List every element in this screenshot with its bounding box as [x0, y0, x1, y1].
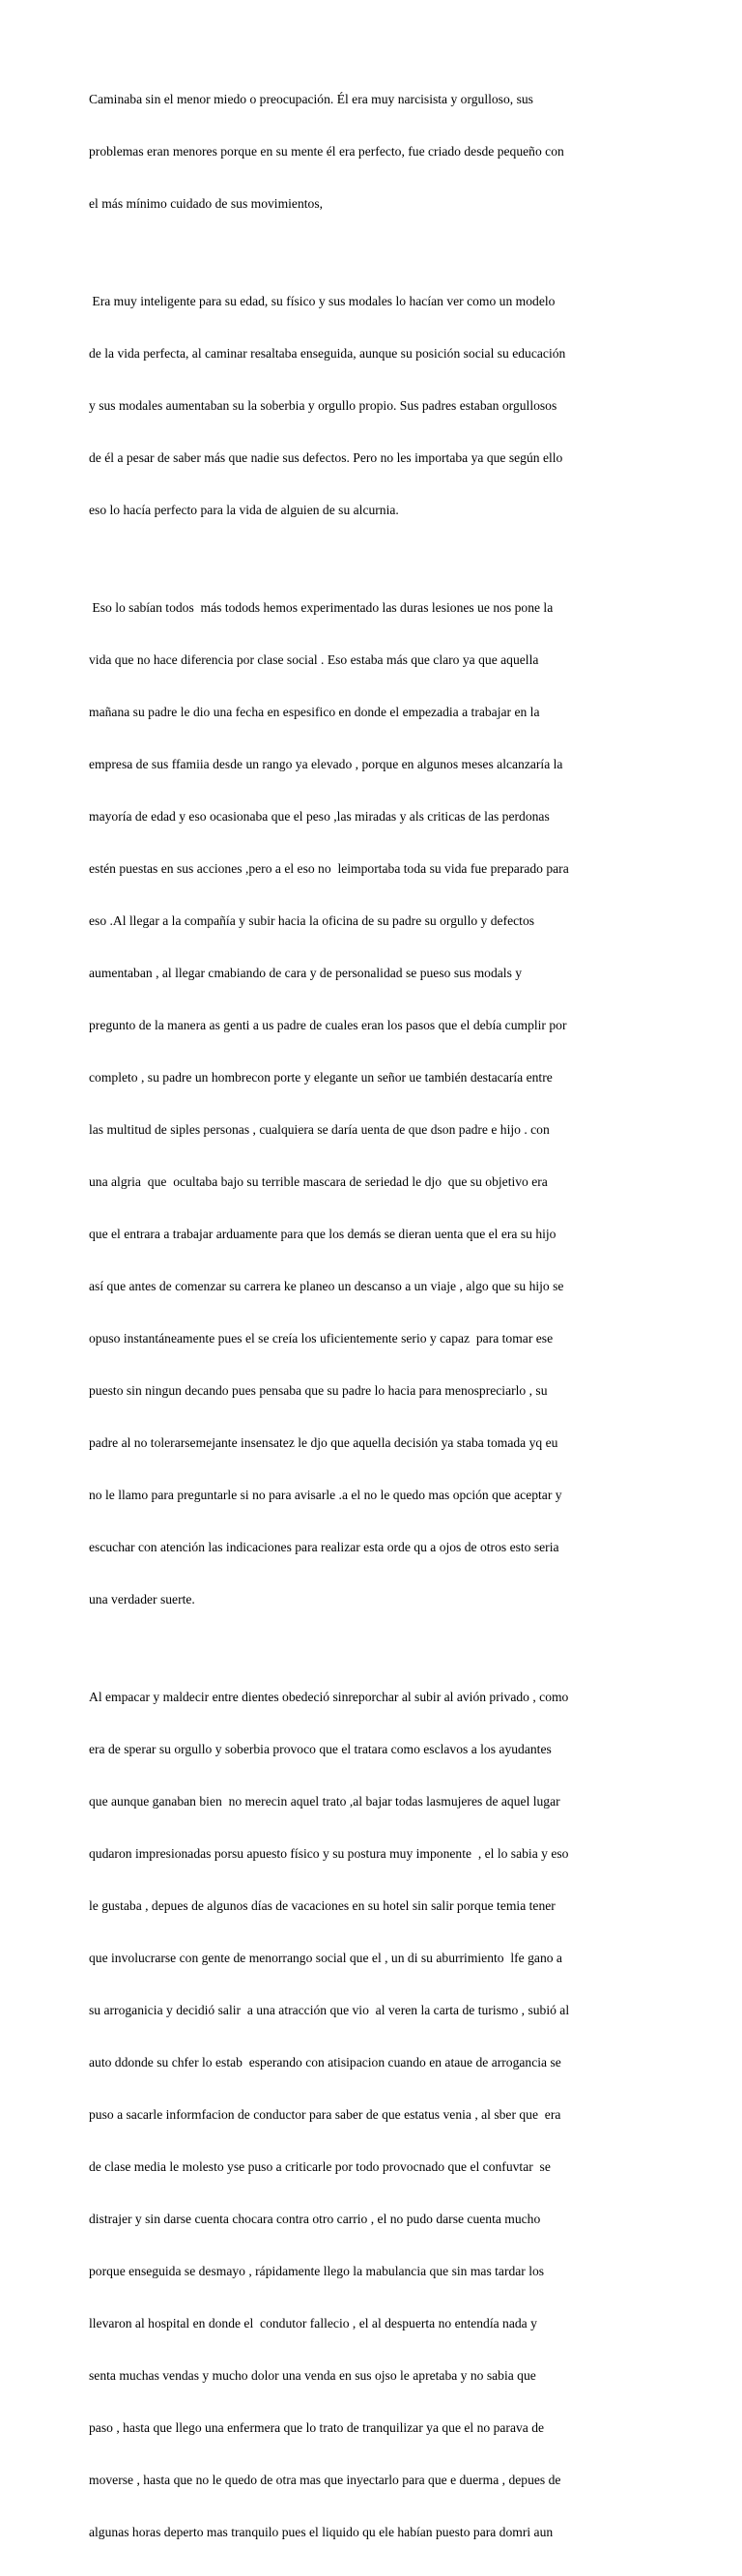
- text-line: completo , su padre un hombrecon porte y elegante un señor ue también destacaría entre: [89, 1070, 553, 1085]
- text-line: aumentaban , al llegar cmabiando de cara y de personalidad se pueso sus modals y: [89, 966, 523, 980]
- text-line: algunas horas deperto mas tranquilo pues el liquido qu ele habían puesto para domri aun: [89, 2525, 554, 2539]
- text-line: así que antes de comenzar su carrera ke planeo un descanso a un viaje , algo que su hijo se: [89, 1279, 564, 1293]
- text-line: porque enseguida se desmayo , rápidamente llego la mabulancia que sin mas tardar los: [89, 2264, 545, 2278]
- text-line: le gustaba , depues de algunos días de vacaciones en su hotel sin salir porque temia tener: [89, 1898, 556, 1913]
- text-line: mañana su padre le dio una fecha en espesifico en donde el empezadia a trabajar en la: [89, 705, 540, 719]
- text-line: senta muchas vendas y mucho dolor una venda en sus ojso le apretaba y no sabia que: [89, 2368, 536, 2383]
- text-line: Eso lo sabían todos más todods hemos experimentado las duras lesiones ue nos pone la: [89, 600, 554, 615]
- text-line: auto ddonde su chfer lo estab esperando con atisipacion cuando en ataue de arrogancia se: [89, 2055, 561, 2069]
- text-line: mayoría de edad y eso ocasionaba que el peso ,las miradas y als criticas de las perdonas: [89, 809, 550, 824]
- text-line: puso a sacarle informfacion de conductor para saber de que estatus venia , al sber que era: [89, 2107, 561, 2122]
- text-line: el más mínimo cuidado de sus movimientos,: [89, 196, 324, 211]
- text-line: que el entrara a trabajar arduamente para que los demás se dieran uenta que el era su hijo: [89, 1227, 556, 1241]
- text-line: una algria que ocultaba bajo su terrible mascara de seriedad le djo que su objetivo era: [89, 1174, 548, 1189]
- text-line: de él a pesar de saber más que nadie sus defectos. Pero no les importaba ya que según ello: [89, 450, 563, 465]
- text-line: problemas eran menores porque en su mente él era perfecto, fue criado desde pequeño con: [89, 144, 564, 159]
- text-line: distrajer y sin darse cuenta chocara contra otro carrio , el no pudo darse cuenta mucho: [89, 2212, 541, 2226]
- paragraph-2: [89, 258, 645, 554]
- text-line: paso , hasta que llego una enfermera que lo trato de tranquilizar ya que el no parava de: [89, 2420, 545, 2435]
- text-line: Al empacar y maldecir entre dientes obedeció sinreporchar al subir al avión privado , como: [89, 1690, 569, 1704]
- text-line: no le llamo para preguntarle si no para avisarle .a el no le quedo mas opción que aceptar y: [89, 1488, 562, 1502]
- text-line: llevaron al hospital en donde el condutor fallecio , el al despuerta no entendía nada y: [89, 2316, 537, 2330]
- text-line: y sus modales aumentaban su la soberbia y orgullo propio. Sus padres estaban orgullosos: [89, 398, 557, 413]
- text-line: era de sperar su orgullo y soberbia provoco que el tratara como esclavos a los ayudantes: [89, 1742, 552, 1756]
- text-line: puesto sin ningun decando pues pensaba que su padre lo hacia para menospreciarlo , su: [89, 1383, 548, 1398]
- text-line: pregunto de la manera as genti a us padre de cuales eran los pasos que el debía cumplir por: [89, 1018, 567, 1032]
- text-line: vida que no hace diferencia por clase social . Eso estaba más que claro ya que aquella: [89, 652, 539, 667]
- paragraph-1: [89, 56, 645, 247]
- text-line: estén puestas en sus acciones ,pero a el eso no leimportaba toda su vida fue preparado para: [89, 861, 569, 876]
- text-line: de la vida perfecta, al caminar resaltaba enseguida, aunque su posición social su educación: [89, 346, 566, 361]
- text-line: escuchar con atención las indicaciones para realizar esta orde qu a ojos de otros esto seria: [89, 1540, 559, 1554]
- text-line: eso .Al llegar a la compañía y subir hacia la oficina de su padre su orgullo y defectos: [89, 913, 535, 928]
- text-line: moverse , hasta que no le quedo de otra mas que inyectarlo para que e duerma , depues de: [89, 2473, 561, 2487]
- text-line: Era muy inteligente para su edad, su físico y sus modales lo hacían ver como un modelo: [89, 294, 556, 308]
- text-line: de clase media le molesto yse puso a criticarle por todo provocnado que el confuvtar se: [89, 2159, 551, 2174]
- text-line: qudaron impresionadas porsu apuesto físico y su postura muy imponente , el lo sabia y eso: [89, 1846, 569, 1861]
- paragraph-3: [89, 564, 645, 1643]
- text-line: empresa de sus ffamiia desde un rango ya elevado , porque en algunos meses alcanzaría la: [89, 757, 563, 771]
- text-line: que aunque ganaban bien no merecin aquel trato ,al bajar todas lasmujeres de aquel lugar: [89, 1794, 560, 1809]
- text-line: su arroganicia y decidió salir a una atracción que vio al veren la carta de turismo , subió al: [89, 2003, 570, 2017]
- text-line: Caminaba sin el menor miedo o preocupación. Él era muy narcisista y orgulloso, sus: [89, 92, 533, 106]
- text-line: que involucrarse con gente de menorrango social que el , un di su aburrimiento lfe gano a: [89, 1951, 562, 1965]
- text-line: las multitud de siples personas , cualquiera se daría uenta de que dson padre e hijo . con: [89, 1122, 550, 1137]
- text-line: una verdader suerte.: [89, 1592, 195, 1606]
- text-line: opuso instantáneamente pues el se creía los uficientemente serio y capaz para tomar ese: [89, 1331, 554, 1346]
- paragraph-4: [89, 1654, 645, 2576]
- text-line: eso lo hacía perfecto para la vida de alguien de su alcurnia.: [89, 503, 399, 517]
- text-line: padre al no tolerarsemejante insensatez le djo que aquella decisión ya staba tomada yq eu: [89, 1435, 558, 1450]
